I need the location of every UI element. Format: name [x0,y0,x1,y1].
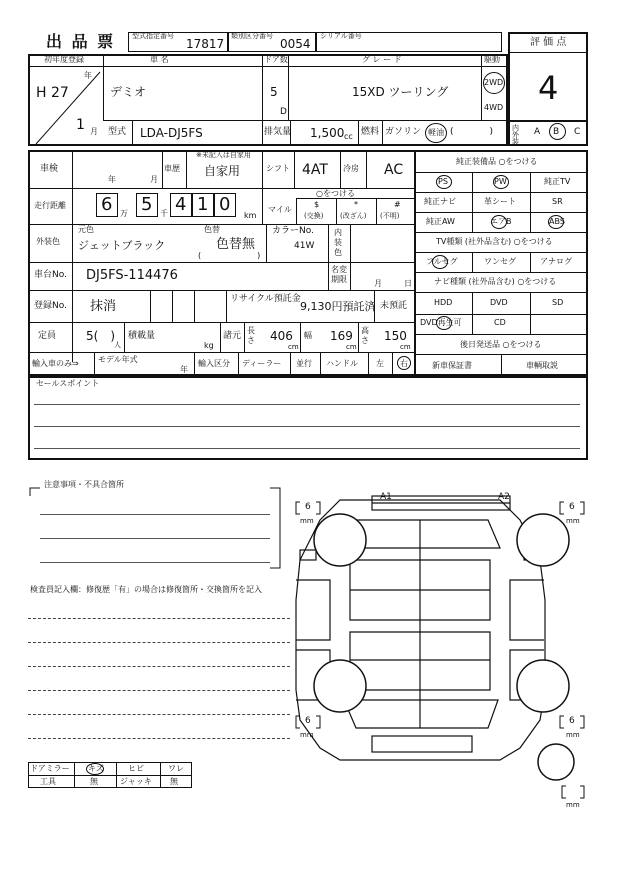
recycle-value: 9,130円預託済 [300,300,376,313]
hash-option: # [394,200,401,209]
score-label: 評 価 点 [530,37,567,48]
hash-sub: (不明) [380,212,400,220]
star-option: * [354,200,358,209]
import-label: 輸入車のみ⇒ [32,359,79,368]
type-no-value: 17817 [186,37,225,51]
capacity-label: 定員 [38,331,57,341]
opt-sr: SR [552,197,563,206]
mileage-km: km [244,211,257,220]
navi-hdd: HDD [434,298,453,307]
capacity-value: 5( ) [86,329,115,343]
size-label: 諸元 [223,331,242,341]
registration-label: 登録No. [34,301,67,311]
hgt-value: 150 [384,329,407,343]
mirror-h3: ヒビ [128,764,144,773]
history-label: 車歴 [164,164,180,173]
opt-navi: 純正ナビ [424,197,456,206]
opt-aw: 純正AW [426,217,455,226]
ext-a: A [534,127,541,137]
navi-cd: CD [494,318,506,327]
mileage-d1: 6 [101,194,113,215]
doors-suffix: D [280,107,287,117]
later-title: 後日発送品 ○をつける [460,340,542,349]
tire-rr: 6 [569,716,575,726]
mirror-h1: ドアミラー [30,764,70,773]
load-label: 積載量 [128,331,156,341]
ext-c: C [574,127,581,137]
chassis-value: DJ5FS-114476 [86,268,178,283]
unpaid-label: 未預託 [380,301,408,311]
left-option: 左 [376,359,384,368]
dollar-sub: (交換) [304,212,324,220]
disp-label: 排気量 [264,127,292,137]
fuel-gas: ガソリン [385,127,422,137]
reg-month: 1 [76,117,85,133]
class-no-label: 類別区分番号 [231,32,273,40]
tire-fl-unit: mm [300,517,314,525]
shaken-label: 車検 [40,164,59,174]
tv-one: ワンセグ [484,257,516,266]
form-title: 出 品 票 [46,32,116,51]
grade-value: 15XD ツーリング [352,85,449,99]
drive-label: 駆動 [484,55,500,64]
repaint-paren: ( ) [198,251,261,260]
dealer-option: ディーラー [242,359,282,368]
fuel-other: ( ) [450,127,494,137]
score-value: 4 [538,69,559,107]
ext-color-label: 外装色 [36,237,60,246]
tire-rl-unit: mm [300,731,314,739]
tool-value: 無 [90,777,98,786]
tire-fl: 6 [305,502,311,512]
import-class-label: 輸入区分 [198,359,230,368]
grade-label: グ レ ー ド [362,55,402,64]
spare-unit: mm [566,801,580,809]
mileage-d5: 0 [219,194,231,215]
mileage-label: 走行距離 [34,201,66,210]
model-value: LDA-DJ5FS [140,126,203,140]
reg-year-unit: 年 [84,71,92,80]
repaint-label: 色替 [204,225,220,234]
shaken-month: 月 [150,175,158,184]
star-sub: (改ざん) [340,212,367,220]
history-value: 自家用 [204,164,241,178]
recycle-label-1: リサイクル預託金 [230,294,301,304]
mileage-d4: 1 [197,194,209,215]
jack-label: ジャッキ [120,777,152,786]
mirror-h4: ワレ [168,764,184,773]
reg-month-unit: 月 [90,127,98,136]
a1-mark: A1 [380,492,392,502]
len-label: 長さ [247,326,255,345]
opt-abs: ABS [549,217,565,226]
tire-fr-unit: mm [566,517,580,525]
model-year-unit: 年 [180,365,188,374]
ext-label: 内外装 [512,124,519,146]
jack-value: 無 [170,777,178,786]
fuel-label: 燃料 [361,127,380,137]
disp-value: 1,500 [310,126,345,140]
tv-title: TV種類 (社外品含む) ○をつける [436,237,553,246]
car-name-label: 車 名 [150,55,169,64]
hgt-label: 高さ [361,326,369,345]
first-reg-label: 初年度登録 [44,55,84,64]
drive-2wd: 2WD [484,78,504,87]
registration-value: 抹消 [90,299,117,314]
class-no-value: 0054 [280,37,311,51]
notes-label: 注意事項・不具合箇所 [44,480,124,489]
doors-value: 5 [270,85,278,99]
transfer-day: 日 [404,279,412,288]
transfer-label: 名変期限 [331,265,347,284]
opt-tv: 純正TV [544,177,571,186]
orig-color: ジェットブラック [78,239,166,252]
history-note: ※未記入は自家用 [196,151,251,159]
repaint-value: 色替無 [216,237,256,252]
load-unit: kg [204,341,214,350]
mileage-circle-note: ○をつける [316,189,355,198]
handle-label: ハンドル [326,359,358,368]
inspector-label: 検査員記入欄：修復歴「有」の場合は修復箇所・交換箇所を記入 [30,585,262,594]
mileage-man: 万 [120,209,128,218]
ext-b: B [553,127,560,137]
dollar-option: $ [314,200,320,209]
tv-analog: アナログ [540,257,572,266]
ac-value: AC [384,162,404,178]
drive-4wd: 4WD [484,103,504,112]
tv-full: フルセグ [426,257,458,266]
model-year-label: モデル年式 [98,355,138,364]
opt-airbag: エアB [490,217,512,226]
mile-option: マイル [268,205,292,214]
car-name: デミオ [110,85,147,99]
mileage-sen: 千 [160,209,168,218]
int-color-label: 内装色 [334,228,342,257]
color-code-label: カラーNo. [272,226,314,236]
tire-rr-unit: mm [566,731,580,739]
shift-label: シフト [266,164,290,173]
opt-pw: PW [494,177,507,186]
orig-color-label: 元色 [78,225,94,234]
transfer-month: 月 [374,279,382,288]
mirror-h2: キズ [88,764,104,773]
mileage-d3: 4 [175,194,187,215]
wid-value: 169 [330,329,353,343]
chassis-label: 車台No. [34,270,67,280]
model-label: 型式 [108,127,127,137]
capacity-unit: 人 [114,341,121,349]
opt-ps: PS [438,177,448,186]
sales-label: セールスポイント [36,379,100,388]
doors-label: ドア数 [264,55,288,64]
navi-dvd-play: DVD再生可 [420,318,462,327]
len-value: 406 [270,329,293,343]
right-option: 右 [400,359,408,368]
a2-mark: A2 [498,492,510,502]
equip-title: 純正装備品 ○をつける [456,157,538,166]
tire-rl: 6 [305,716,311,726]
hgt-unit: cm [400,343,411,351]
color-code: 41W [294,241,315,251]
navi-title: ナビ種類 (社外品含む) ○をつける [434,277,557,286]
disp-unit: cc [344,132,353,141]
wid-unit: cm [346,343,357,351]
parallel-option: 並行 [296,359,312,368]
mileage-d2: 5 [141,194,153,215]
reg-era: H 27 [36,85,69,101]
wid-label: 幅 [304,331,312,340]
len-unit: cm [288,343,299,351]
navi-dvd: DVD [490,298,508,307]
serial-label: シリアル番号 [320,32,362,40]
later-warranty: 新車保証書 [432,361,472,370]
opt-leather: 革シート [484,197,516,206]
later-manual: 車輌取説 [526,361,558,370]
tool-label: 工具 [40,777,56,786]
shift-value: 4AT [302,162,328,178]
ac-label: 冷房 [343,164,359,173]
tire-fr: 6 [569,502,575,512]
shaken-year: 年 [108,175,116,184]
fuel-diesel: 軽油 [428,128,444,137]
navi-sd: SD [552,298,564,307]
type-no-label: 型式指定番号 [132,32,174,40]
